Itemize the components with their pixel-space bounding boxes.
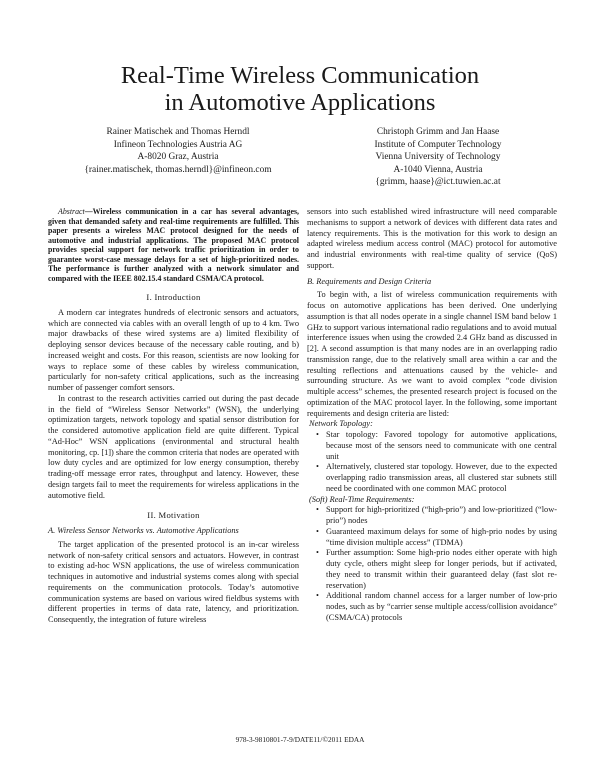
realtime-requirements-lead: (Soft) Real-Time Requirements: xyxy=(309,494,415,504)
motivation-paragraph-1: The target application of the presented protocol is an in-car wireless network of non-safety critical sensors and actuators. However, in contrast to existing ad-hoc WSN applications, the use of wireless communication techniques in automotive and industrial systems comes along with special requirements on the communication protocols. Today’s automotive communication systems are based on various wired fieldbus systems with different properties in terms of data rate, latency, and prioritization. Consequently, the integration of future wireless xyxy=(48,539,299,624)
abstract-text: —Wireless communication in a car has several advantages, given that demanded safety and real-time requirements are fulfilled. This paper presents a wireless MAC protocol designed for the needs of automotive and industrial applications. The proposed MAC protocol provides special support for network traffic prioritization in order to guarantee worst-case message delays for a set of high-prioritized nodes. The performance is further analyzed with a network simulator and compared with the IEEE 802.15.4 standard CSMA/CA protocol. xyxy=(48,207,299,283)
title-line-2: in Automotive Applications xyxy=(164,89,436,116)
author-names: Christoph Grimm and Jan Haase xyxy=(376,127,500,137)
list-item: • Guaranteed maximum delays for some of high-prio nodes by using “time division multiple access” (TDMA) xyxy=(326,527,557,549)
author-block-1 xyxy=(58,126,298,176)
section-heading-motivation: II. Motivation xyxy=(147,510,200,521)
title-line-1: Real-Time Wireless Communication xyxy=(120,62,480,89)
intro-paragraph-2: In contrast to the research activities carried out during the past decade in the field of “Wireless Sensor Networks” (WSN), the underlying optimization targets, network topology and spatial sensor distribution for the considered automotive application field are quite different. Typical “Ad-Hoc” WSN applications (environmental and structural health monitoring, cp. [1]) share the common criteria that nodes are operated with low duty cycles and are optimized for low energy consumption, thereby trading-off message error rates, throughput and latency. However, these design targets fail to meet the requirements for wireless applications in the automotive field. xyxy=(48,393,299,500)
topology-list xyxy=(307,430,557,495)
list-item: • Support for high-prioritized (“high-prio”) and low-prioritized (“low-prio”) nodes xyxy=(326,505,557,527)
paper-title xyxy=(0,62,600,116)
realtime-list xyxy=(307,505,557,623)
copyright-footer: 978-3-9810801-7-9/DATE11/©2011 EDAA xyxy=(235,735,365,744)
author-city: A-1040 Vienna, Austria xyxy=(393,164,483,175)
left-column xyxy=(48,207,299,626)
right-paragraph-1: sensors into such established wired infrastructure will need comparable mechanisms to support a network of devices with different data rates and latency requirements. This is the motivation for this work to design an adapted wireless medium access control (MAC) protocol for automotive and industrial environments with real-time quality of service (QoS) support. xyxy=(307,207,557,270)
list-item: • Further assumption: Some high-prio nodes either operate with high duty cycle, others might sleep for longer periods, but if activated, they need to transmit within their guaranteed delay (fast slot re-reservation) xyxy=(326,548,557,591)
list-item: • Star topology: Favored topology for automotive applications, because most of the sensors need to communicate with one central unit xyxy=(326,430,557,462)
author-names: Rainer Matischek and Thomas Herndl xyxy=(106,127,250,137)
author-email: {rainer.matischek, thomas.herndl}@infineon.com xyxy=(84,164,272,175)
abstract-label: Abstract xyxy=(58,207,85,216)
author-affiliation: Infineon Technologies Austria AG xyxy=(113,139,243,150)
author-affiliation: Institute of Computer Technology xyxy=(374,139,502,150)
author-block-2 xyxy=(318,126,558,189)
intro-paragraph-1: A modern car integrates hundreds of electronic sensors and actuators, which are connected via cables with an overall length of up to 4 km. Two major drawbacks of these wired systems are a) limited flexibility of deploying sensor devices because of the necessary cable routing, and b) increased weight and costs. For this reason, scientists are now looking for ways to replace some of these cables by wireless communication, particularly for non-safety critical applications, such as the increasing number of passenger comfort sensors. xyxy=(48,307,299,392)
list-item: • Alternatively, clustered star topology. However, due to the expected overlapping radio transmission areas, all clustered star subnets still need be coordinated with one common MAC protocol xyxy=(326,462,557,494)
network-topology-lead: Network Topology: xyxy=(309,419,373,429)
list-item: • Additional random channel access for a larger number of low-prio nodes, such as by “carrier sense multiple access/collision avoidance” (CSMA/CA) protocols xyxy=(326,591,557,623)
right-column xyxy=(307,207,557,624)
subsection-heading-a: A. Wireless Sensor Networks vs. Automotive Applications xyxy=(48,526,239,535)
subsection-heading-b: B. Requirements and Design Criteria xyxy=(307,276,432,286)
abstract xyxy=(48,207,299,283)
author-city: A-8020 Graz, Austria xyxy=(137,152,219,163)
requirements-paragraph: To begin with, a list of wireless communication requirements with focus on automotive applications has been derived. One underlying assumption is that all nodes operate in a single channel ISM band below 1 GHz to support various international radio regulations and to avoid mutual interference issues when using the crowded 2.4 GHz band as discussed in [2]. A second assumption is that many nodes are in an overlapping radio transmission range, due to the relatively small area within a car and the resulting reflections and attenuations caused by the vehicle- and surrounding structure. As we want to avoid complex “code division multiple access” schemes, the presented research project is focused on the optimization of the MAC protocol layer. In the following, some important requirements and design criteria are listed: xyxy=(307,290,557,418)
author-email: {grimm, haase}@ict.tuwien.ac.at xyxy=(375,177,501,188)
section-heading-introduction: I. Introduction xyxy=(146,292,201,302)
author-affiliation: Vienna University of Technology xyxy=(375,152,501,163)
